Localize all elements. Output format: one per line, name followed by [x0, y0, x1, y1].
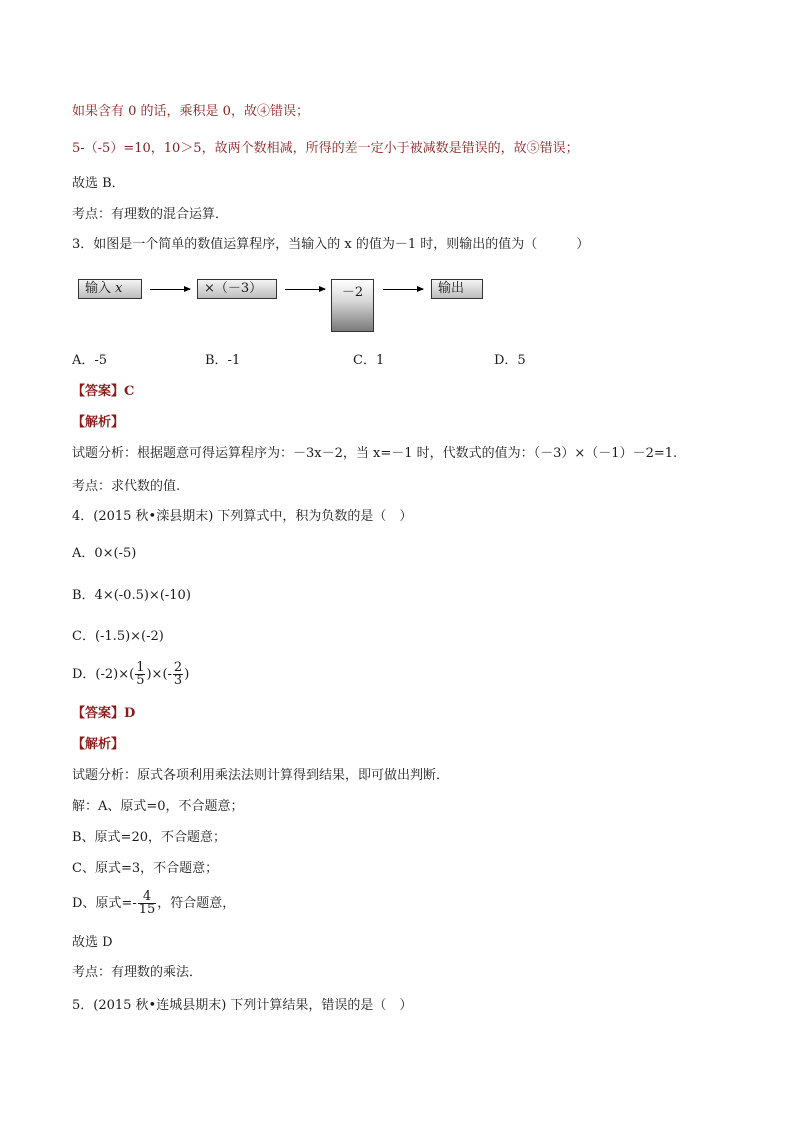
- analysis-content: 试题分析：根据题意可得运算程序为：－3x－2，当 x=－1 时，代数式的值为：（－3）×（－1）－2=1.: [72, 446, 678, 461]
- text-line: 5-（-5）=10，10＞5，故两个数相减，所得的差一定小于被减数是错误的，故⑤错误；: [72, 141, 579, 156]
- numerator: 4: [138, 891, 157, 904]
- denominator: 5: [136, 673, 145, 688]
- q4-option-d: [72, 662, 189, 688]
- arrow-icon: [383, 289, 423, 290]
- fraction: [135, 662, 145, 687]
- selection-line: 故选 D: [72, 935, 113, 950]
- q4-d-middle: )×(-: [146, 667, 172, 682]
- q4-d-suffix: ): [184, 667, 190, 682]
- option-d: D．5: [494, 353, 526, 368]
- text-line: 故选 B．: [72, 176, 125, 191]
- q4-option-c: C．(-1.5)×(-2): [72, 629, 164, 644]
- text-line: 如果含有 0 的话，乘积是 0，故④错误；: [72, 104, 309, 119]
- solution-line: C、原式=3，不合题意；: [72, 861, 219, 876]
- topic-line: 考点：有理数的乘法．: [72, 965, 203, 980]
- analysis-tag: 【解析】: [72, 415, 125, 430]
- flow-subtract-box: －2: [331, 279, 374, 332]
- arrow-icon: [150, 289, 190, 290]
- option-c: C．1: [353, 353, 385, 368]
- numerator: 2: [173, 660, 183, 675]
- analysis-tag: 【解析】: [72, 737, 125, 752]
- q4-option-b: B．4×(-0.5)×(-10): [72, 588, 191, 603]
- denominator: 3: [173, 673, 183, 688]
- q4-option-a: A．0×(-5): [72, 546, 137, 561]
- denominator: 15: [138, 902, 156, 917]
- solution-line: [72, 891, 235, 917]
- analysis-text: [72, 445, 677, 463]
- solution-line: B、原式=20，不合题意；: [72, 830, 226, 845]
- analysis-text: 试题分析：原式各项利用乘法法则计算得到结果，即可做出判断．: [72, 768, 450, 783]
- flow-input-box: 输入 𝑥: [78, 279, 142, 299]
- solution-line: 解：A、原式=0，不合题意；: [72, 799, 244, 814]
- question-5: 5．(2015 秋•连城县期末) 下列计算结果，错误的是（ ）: [72, 998, 413, 1013]
- text-line: 考点：有理数的混合运算．: [72, 207, 229, 222]
- option-a: A．-5: [72, 353, 108, 368]
- solution-d-prefix: D、原式=-: [72, 896, 137, 911]
- fraction: [173, 662, 183, 687]
- arrow-icon: [285, 289, 325, 290]
- numerator: 1: [136, 660, 145, 675]
- answer-tag: 【答案】C: [72, 384, 135, 399]
- fraction: [138, 891, 157, 916]
- option-b: B．-1: [205, 353, 241, 368]
- question-4: 4．(2015 秋•滦县期末) 下列算式中，积为负数的是（ ）: [72, 509, 413, 524]
- topic-line: 考点：求代数的值.: [72, 479, 181, 494]
- answer-tag: 【答案】D: [72, 706, 136, 721]
- flow-output-box: 输出: [431, 279, 483, 299]
- flow-multiply-box: ×（－3）: [197, 279, 277, 299]
- question-3: 3．如图是一个简单的数值运算程序，当输入的 x 的值为－1 时，则输出的值为（ ）: [72, 237, 590, 252]
- q4-d-prefix: D．(-2)×(: [72, 667, 135, 682]
- solution-d-suffix: ，符合题意，: [157, 896, 236, 911]
